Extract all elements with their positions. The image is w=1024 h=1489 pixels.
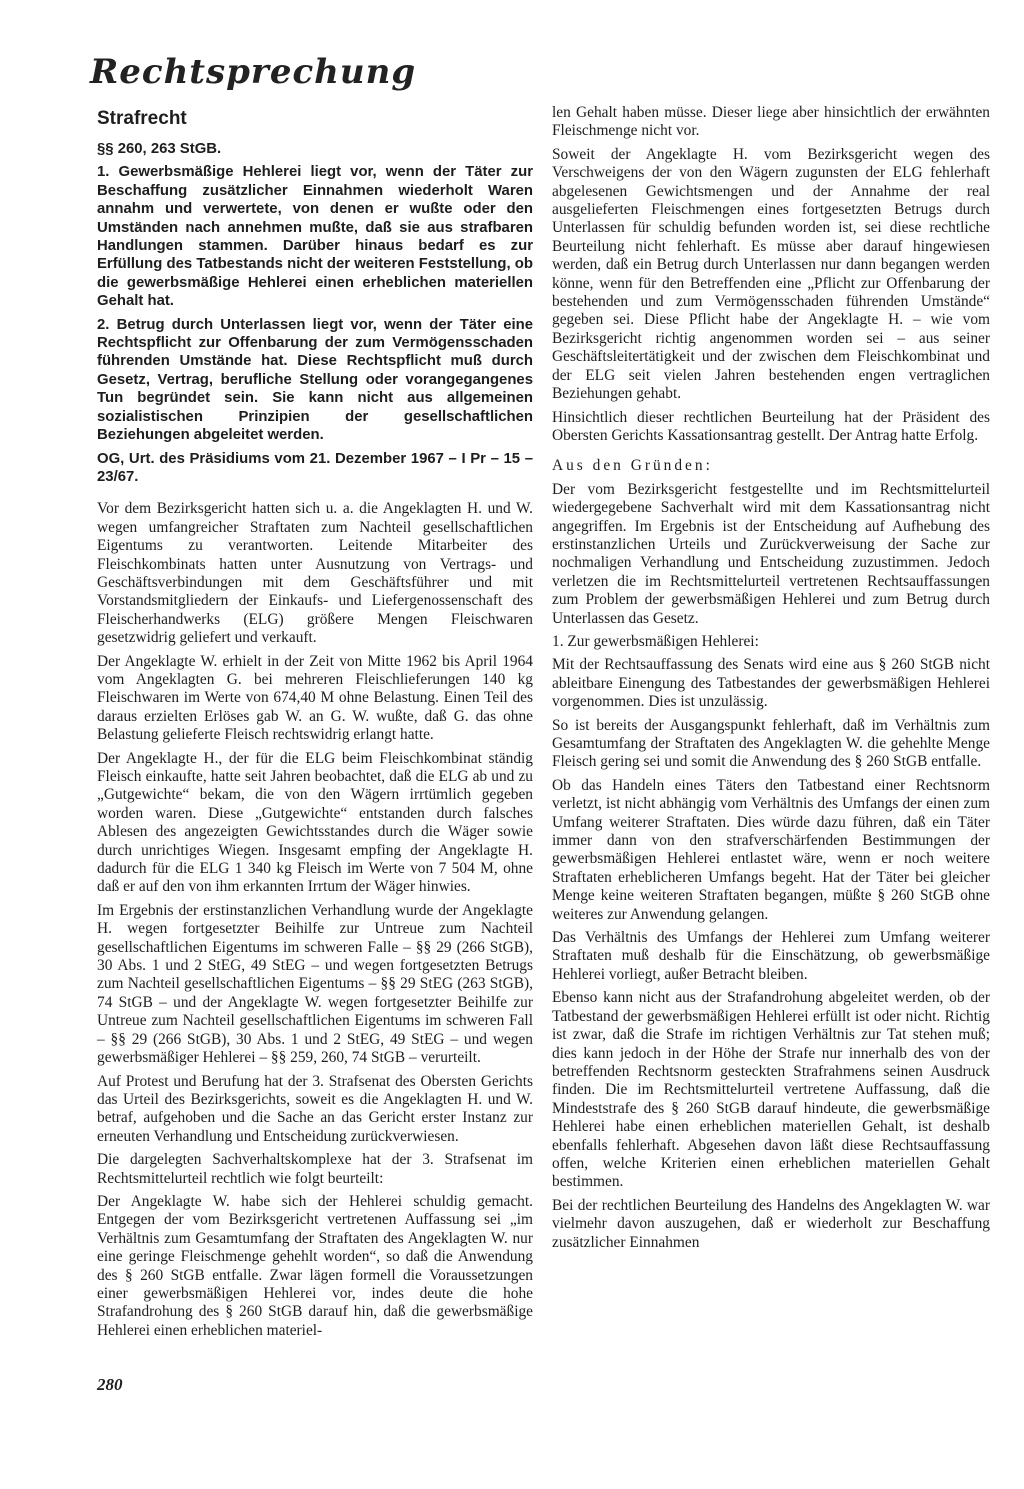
page-number: 280 xyxy=(97,1375,123,1394)
paragraph: Der vom Bezirksgericht festgestellte und im Rechtsmittelurteil wiedergegebene Sachverhalt wird mit dem Kassationsantrag nicht angegriffen. Im Ergebnis ist der Entscheidung auf Aufhebung des erstinstanzlichen Urteils und Zurückverweisung der Sache zur nochmaligen Verhandlung und Entscheidung zuzustimmen. Jedoch verletzen die im Rechtsmittelurteil vertretenen Rechtsauffassungen zum Problem der gewerbsmäßigen Hehlerei und zum Betrug durch Unterlassen das Gesetz. xyxy=(552,480,990,627)
paragraph: Soweit der Angeklagte H. vom Bezirksgericht wegen des Verschweigens der von den Wägern zugunsten der ELG fehlerhaft abgelesenen Gewichtsmengen und der Annahme der real ausgelieferten Fleischmengen eines fortgesetzten Betrugs durch Unterlassen für schuldig befunden worden ist, sei diese rechtliche Beurteilung nicht fehlerhaft. Es müsse aber darauf hingewiesen werden, daß ein Betrug durch Unterlassen nur dann begangen werden könne, wenn für den Betreffenden eine „Pflicht zur Offenbarung der bestehenden und zum Vermögensschaden führenden Umstände“ gegeben sei. Diese Pflicht habe der Angeklagte H. – wie vom Bezirksgericht richtig angenommen worden sei – aus seiner Geschäftsleitertätigkeit und der zwischen dem Fleischkombinat und der ELG seit vielen Jahren bestehenden engen vertraglichen Beziehungen gehabt. xyxy=(552,145,990,403)
paragraph: Hinsichtlich dieser rechtlichen Beurteilung hat der Präsident des Obersten Gerichts Kassationsantrag gestellt. Der Antrag hatte Erfolg. xyxy=(552,408,990,444)
right-body xyxy=(552,104,990,1252)
headnote-2: 2. Betrug durch Unterlassen liegt vor, wenn der Täter eine Rechtspflicht zur Offenbarung der zum Vermögensschaden führenden Umstände hat. Diese Rechtspflicht muß durch Gesetz, Vertrag, berufliche Stellung oder vorangegangenes Tun begründet sein. Sie kann nicht aus allgemeinen sozialistischen Prinzipien der gesellschaftlichen Beziehungen abgeleitet werden. xyxy=(97,316,533,444)
paragraph: So ist bereits der Ausgangspunkt fehlerhaft, daß im Verhältnis zum Gesamtumfang der Straftaten des Angeklagten W. die gehehlte Menge Fleisch gering sei und somit die Anwendung des § 260 StGB entfalle. xyxy=(552,716,990,771)
headnote-1: 1. Gewerbsmäßige Hehlerei liegt vor, wenn der Täter zur Beschaffung zusätzlicher Einnahmen wiederholt Waren annahm und verwertete, von denen er wußte oder den Umständen nach annehmen mußte, daß sie aus strafbaren Handlungen stammen. Darüber hinaus bedarf es zur Erfüllung des Tatbestands nicht der weiteren Feststellung, ob die gewerbsmäßige Hehlerei einen erheblichen materiellen Gehalt hat. xyxy=(97,164,533,310)
headnotes xyxy=(97,140,533,486)
paragraph: Der Angeklagte H., der für die ELG beim Fleischkombinat ständig Fleisch einkaufte, hatte seit Jahren beobachtet, daß die ELG ab und zu „Gutgewichte“ bekam, die von den Wägern irrtümlich gegeben worden waren. Diese „Gutgewichte“ entstanden durch falsches Ablesen des angezeigten Gewichtsstandes durch die Wäger sowie durch unrichtiges Wiegen. Insgesamt empfing der Angeklagte H. dadurch für die ELG 1 340 kg Fleisch im Werte von 7 504 M, ohne daß er auf den von ihm erkannten Irrtum der Wäger hinwies. xyxy=(97,749,533,896)
paragraph: Bei der rechtlichen Beurteilung des Handelns des Angeklagten W. war vielmehr davon auszugehen, daß er wiederholt zur Beschaffung zusätzlicher Einnahmen xyxy=(552,1196,990,1251)
section-title: Strafrecht xyxy=(97,108,187,129)
paragraph: Ebenso kann nicht aus der Strafandrohung abgeleitet werden, ob der Tatbestand der gewerbsmäßigen Hehlerei erfüllt ist oder nicht. Richtig ist zwar, daß die Strafe im richtigen Verhältnis zur Tat stehen muß; dies kann jedoch in der Höhe der Strafe nur innerhalb des von der betreffenden Rechtsnorm gesteckten Strafrahmens seinen Ausdruck finden. Die im Rechtsmittelurteil vertretene Auffassung, daß die Mindeststrafe des § 260 StGB darauf hindeute, die gewerbsmäßige Hehlerei habe einen erheblichen materiellen Gehalt, ist deshalb ebenfalls fehlerhaft. Abgesehen davon läßt diese Rechtsauffassung offen, welche Kriterien einen erheblichen materiellen Gehalt bestimmen. xyxy=(552,989,990,1191)
paragraph: Vor dem Bezirksgericht hatten sich u. a. die Angeklagten H. und W. wegen umfangreicher Straftaten zum Nachteil gesellschaftlichen Eigentums zu verantworten. Leitende Mitarbeiter des Fleischkombinats hatten unter Ausnutzung von Vertrags- und Geschäftsverbindungen mit dem Geschäftsführer und mit Vorstandsmitgliedern der Einkaufs- und Liefergenossenschaft des Fleischerhandwerks (ELG) größere Mengen Fleischwaren gesetzwidrig geliefert und verkauft. xyxy=(97,500,533,647)
right-column xyxy=(552,104,990,1257)
paragraph: Auf Protest und Berufung hat der 3. Strafsenat des Obersten Gerichts das Urteil des Bezirksgerichts, soweit es die Angeklagten H. und W. betraf, aufgehoben und die Sache an das Gericht erster Instanz zur erneuten Verhandlung und Entscheidung zurückverwiesen. xyxy=(97,1072,533,1145)
paragraph: Die dargelegten Sachverhaltskomplexe hat der 3. Strafsenat im Rechtsmittelurteil rechtlich wie folgt beurteilt: xyxy=(97,1151,533,1187)
subheading: 1. Zur gewerbsmäßigen Hehlerei: xyxy=(552,632,759,650)
paragraph: Der Angeklagte W. erhielt in der Zeit von Mitte 1962 bis April 1964 vom Angeklagten G. bei mehreren Fleischlieferungen 140 kg Fleischwaren im Werte von 674,40 M ohne Belastung. Einen Teil des daraus erzielten Erlöses gab W. an G. W. wußte, daß G. das ohne Belastung gelieferte Fleisch rechtswidrig erlangt hatte. xyxy=(97,652,533,744)
court-citation: OG, Urt. des Präsidiums vom 21. Dezember 1967 – I Pr – 15 – 23/67. xyxy=(97,450,533,485)
masthead-title: Rechtsprechung xyxy=(90,52,417,92)
paragraph: Mit der Rechtsauffassung des Senats wird eine aus § 260 StGB nicht ableitbare Einengung des Tatbestandes der gewerbsmäßigen Hehlerei vorgenommen. Dies ist unzulässig. xyxy=(552,656,990,711)
paragraph: Im Ergebnis der erstinstanzlichen Verhandlung wurde der Angeklagte H. wegen fortgesetzter Beihilfe zur Untreue zum Nachteil gesellschaftlichen Eigentums im schweren Falle – §§ 29 (266 StGB), 30 Abs. 1 und 2 StEG, 49 StEG – und wegen fortgesetzten Betrugs zum Nachteil gesellschaftlichen Eigentums – §§ 29 StEG (263 StGB), 74 StGB – und der Angeklagte W. wegen fortgesetzter Beihilfe zur Untreue zum Nachteil gesellschaftlichen Eigentums im schweren Fall – §§ 29 (266 StGB), 30 Abs. 1 und 2 StEG, 49 StEG – und wegen gewerbsmäßiger Hehlerei – §§ 259, 260, 74 StGB – verurteilt. xyxy=(97,901,533,1067)
statute-reference: §§ 260, 263 StGB. xyxy=(97,141,222,157)
paragraph: Das Verhältnis des Umfangs der Hehlerei zum Umfang weiterer Straftaten muß deshalb für die Einschätzung, ob gewerbsmäßige Hehlerei vorliegt, außer Betracht bleiben. xyxy=(552,929,990,983)
reasons-heading: Aus den Gründen: xyxy=(552,457,713,475)
paragraph: Ob das Handeln eines Täters den Tatbestand einer Rechtsnorm verletzt, ist nicht abhängig vom Verhältnis des Umfangs der einen zum Umfang weiterer Straftaten. Dies würde dazu führen, daß ein Täter immer dann von den strafverschärfenden Bestimmungen der gewerbsmäßigen Hehlerei entlastet wäre, wenn er noch weitere Straftaten erheblicheren Umfangs begeht. Hat der Täter bei gleicher Menge keine weiteren Straftaten begangen, müßte § 260 StGB ohne weiteres zur Anwendung gelangen. xyxy=(552,776,990,923)
left-body xyxy=(97,500,533,1340)
left-column xyxy=(97,100,533,1345)
paragraph: len Gehalt haben müsse. Dieser liege aber hinsichtlich der erwähnten Fleischmenge nicht vor. xyxy=(552,104,990,140)
paragraph: Der Angeklagte W. habe sich der Hehlerei schuldig gemacht. Entgegen der vom Bezirksgericht vertretenen Auffassung sei „im Verhältnis zum Gesamtumfang der Straftaten des Angeklagten W. nur eine geringe Fleischmenge gehehlt worden“, so daß die Anwendung des § 260 StGB entfalle. Zwar lägen formell die Voraussetzungen einer gewerbsmäßigen Hehlerei vor, indes deute die hohe Strafandrohung des § 260 StGB darauf hin, daß die gewerbsmäßige Hehlerei einen erheblichen materiel- xyxy=(97,1192,533,1339)
